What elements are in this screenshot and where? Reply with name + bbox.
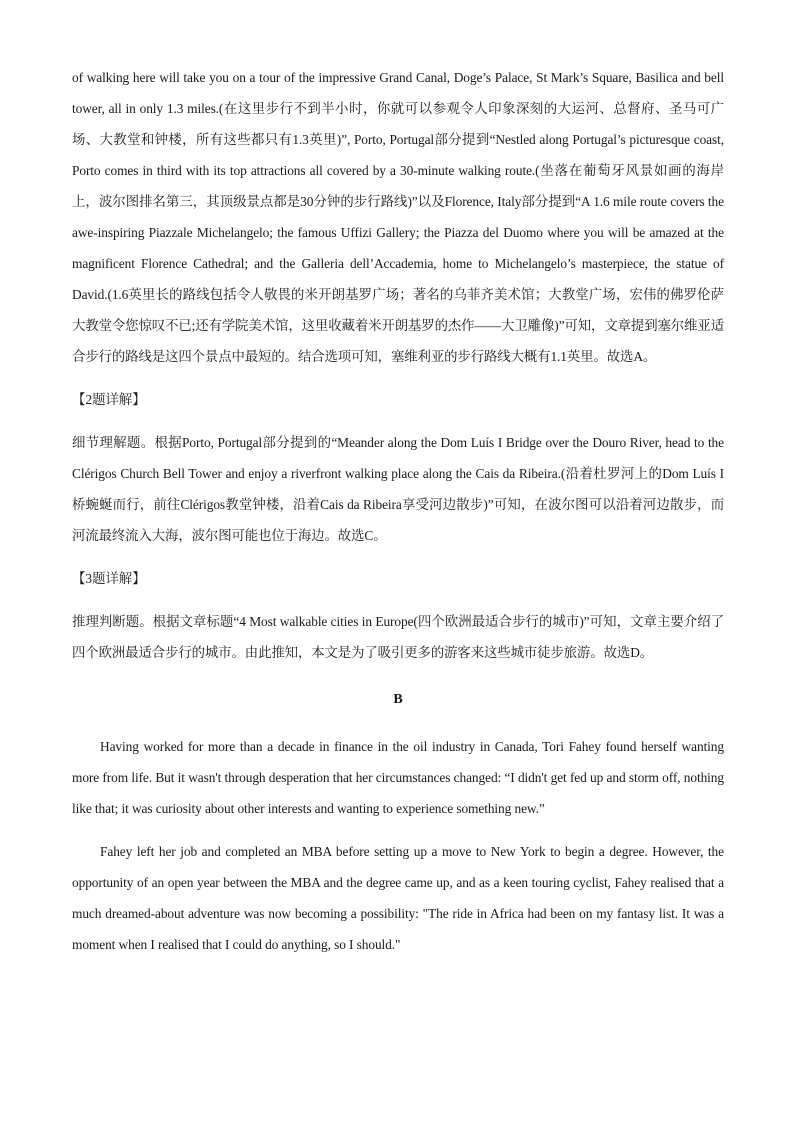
spacer xyxy=(72,824,724,836)
q2-explanation: 细节理解题。根据Porto, Portugal部分提到的“Meander along the Dom Luís I Bridge over the Douro River, head to the Clérigos Church Bell Tower and enjoy a riverfront walking place along the Cais da Ribeira.(沿着杜罗河上的Dom Luís I桥蜿蜒而行，前往Clérigos教堂钟楼，沿着Cais da Ribeira享受河边散步)”可知，在波尔图可以沿着河边散步，而河流最终流入大海，波尔图可能也位于海边。故选C。 xyxy=(72,435,724,543)
spacer xyxy=(72,594,724,606)
spacer xyxy=(72,715,724,731)
spacer xyxy=(72,372,724,384)
document-page xyxy=(72,62,724,960)
q2-heading: 【2题详解】 xyxy=(72,392,146,407)
passage-paragraph-1: Having worked for more than a decade in finance in the oil industry in Canada, Tori Fahey found herself wanting more from life. But it wasn't through desperation that her circumstances changed: “I didn't get fed up and storm off, nothing like that; it was curiosity about other interests and wanting to experience something new.” xyxy=(72,739,724,816)
q3-heading: 【3题详解】 xyxy=(72,571,146,586)
q3-explanation: 推理判断题。根据文章标题“4 Most walkable cities in Europe(四个欧洲最适合步行的城市)”可知，文章主要介绍了四个欧洲最适合步行的城市。由此推知，本文是为了吸引更多的游客来这些城市徒步旅游。故选D。 xyxy=(72,614,724,660)
passage-paragraph-2: Fahey left her job and completed an MBA before setting up a move to New York to begin a degree. However, the opportunity of an open year between the MBA and the degree came up, and as a keen touring cyclist, Fahey realised that a much dreamed-about adventure was now becoming a possibility: "The ride in Africa had been on my fantasy list. It was a moment when I realised that I could do anything, so I should." xyxy=(72,844,724,952)
continuation-paragraph: of walking here will take you on a tour of the impressive Grand Canal, Doge’s Palace, St Mark’s Square, Basilica and bell tower, all in only 1.3 miles.(在这里步行不到半小时，你就可以参观令人印象深刻的大运河、总督府、圣马可广场、大教堂和钟楼，所有这些都只有1.3英里)”, Porto, Portugal部分提到“Nestled along Portugal’s picturesque coast, Porto comes in third with its top attractions all covered by a 30-minute walking route.(坐落在葡萄牙风景如画的海岸上，波尔图排名第三，其顶级景点都是30分钟的步行路线)”以及Florence, Italy部分提到“A 1.6 mile route covers the awe-inspiring Piazzale Michelangelo; the famous Uffizi Gallery; the Piazza del Duomo where you will be amazed at the magnificent Florence Cathedral; and the Galleria dell’Accademia, home to Michelangelo’s masterpiece, the statue of David.(1.6英里长的路线包括令人敬畏的米开朗基罗广场；著名的乌菲齐美术馆；大教堂广场，宏伟的佛罗伦萨大教堂令您惊叹不已;还有学院美术馆，这里收藏着米开朗基罗的杰作——大卫雕像)”可知，文章提到塞尔维亚适合步行的路线是这四个景点中最短的。结合选项可知，塞维利亚的步行路线大概有1.1英里。故选A。 xyxy=(72,70,724,364)
spacer xyxy=(72,551,724,563)
spacer xyxy=(72,668,724,684)
section-b-title: B xyxy=(393,692,403,707)
spacer xyxy=(72,415,724,427)
